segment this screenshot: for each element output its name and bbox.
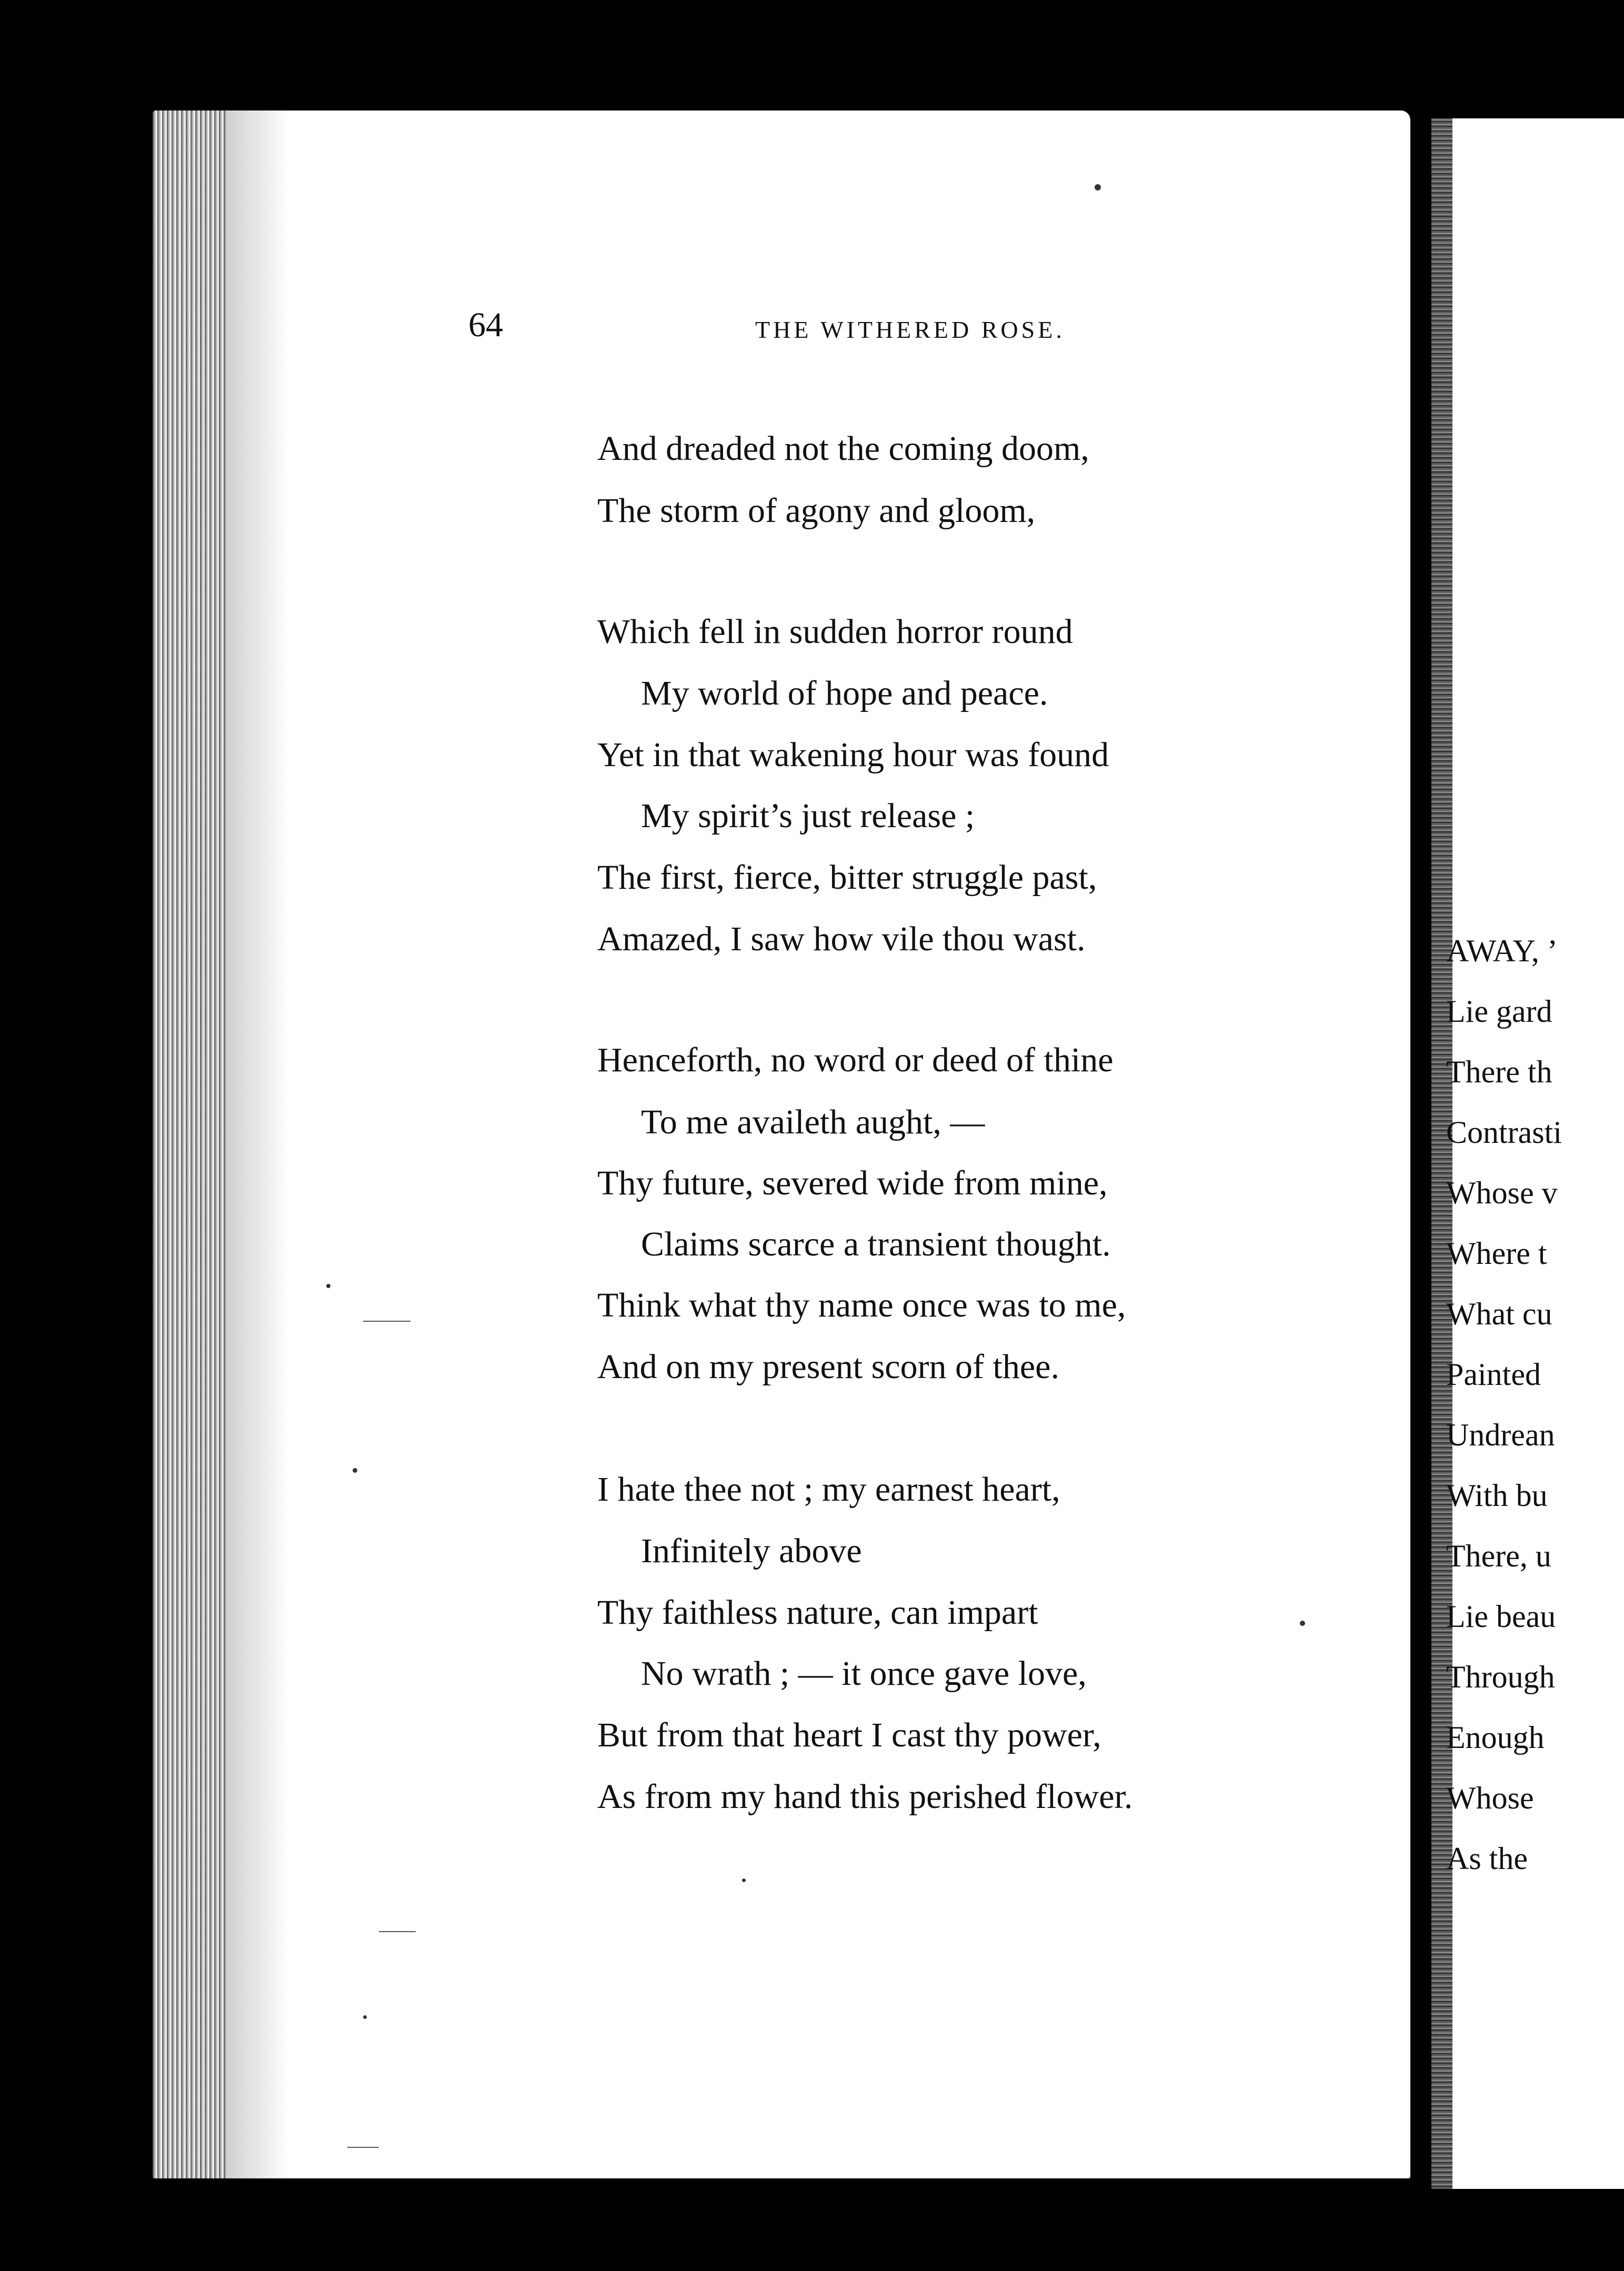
facing-page-line: Undrean	[1446, 1418, 1555, 1452]
poem-line: My spirit’s just release ;	[641, 797, 975, 835]
poem-line: To me availeth aught, —	[641, 1103, 985, 1141]
facing-page-line: AWAY, ’	[1446, 933, 1558, 968]
poem-line: Thy faithless nature, can impart	[597, 1593, 1038, 1632]
facing-page-line: There th	[1446, 1054, 1552, 1089]
facing-page-line: What cu	[1446, 1297, 1552, 1331]
left-page	[153, 110, 1410, 2178]
facing-page-line: Contrasti	[1446, 1115, 1562, 1150]
poem-line: The storm of agony and gloom,	[597, 491, 1036, 530]
facing-page-line: Lie gard	[1446, 994, 1552, 1029]
poem-line: Amazed, I saw how vile thou wast.	[597, 920, 1086, 958]
page-number: 64	[468, 306, 503, 344]
scan-scratch	[379, 1931, 416, 1932]
poem-line: Thy future, severed wide from mine,	[597, 1164, 1108, 1202]
scan-speck	[1300, 1621, 1305, 1626]
facing-page-line: Through	[1446, 1660, 1555, 1694]
facing-page-line: With bu	[1446, 1478, 1548, 1513]
facing-page	[1431, 118, 1624, 2189]
facing-page-line: As the	[1446, 1841, 1528, 1876]
scan-speck	[353, 1468, 357, 1473]
scan-speck	[363, 2015, 367, 2019]
scan-scratch	[347, 2147, 379, 2148]
poem-line: Claims scarce a transient thought.	[641, 1225, 1111, 1263]
scan-speck	[742, 1878, 746, 1882]
facing-page-line: Enough	[1446, 1720, 1545, 1755]
page-gutter-shadow	[153, 110, 226, 2178]
poem-line: As from my hand this perished flower.	[597, 1777, 1133, 1816]
poem-line: My world of hope and peace.	[641, 674, 1048, 712]
poem-line: Which fell in sudden horror round	[597, 612, 1073, 651]
poem-line: And on my present scorn of thee.	[597, 1348, 1059, 1386]
facing-page-line: Whose	[1446, 1781, 1534, 1815]
poem-line: Infinitely above	[641, 1532, 862, 1570]
scan-speck	[326, 1284, 330, 1288]
facing-page-line: There, u	[1446, 1539, 1551, 1573]
poem-line: No wrath ; — it once gave love,	[641, 1654, 1087, 1693]
running-head: THE WITHERED ROSE.	[755, 316, 1065, 343]
facing-page-line: Painted	[1446, 1357, 1541, 1392]
poem-line: And dreaded not the coming doom,	[597, 429, 1089, 468]
poem-line: I hate thee not ; my earnest heart,	[597, 1470, 1060, 1509]
facing-page-line: Lie beau	[1446, 1599, 1556, 1634]
poem-line: Henceforth, no word or deed of thine	[597, 1041, 1114, 1079]
scan-scratch	[363, 1321, 410, 1322]
page-gutter-fade	[226, 110, 289, 2178]
facing-page-line: Where t	[1446, 1236, 1547, 1271]
poem-line: The first, fierce, bitter struggle past,	[597, 858, 1097, 897]
facing-page-edge	[1431, 118, 1452, 2189]
scan-speck	[1095, 184, 1101, 190]
poem-line: Yet in that wakening hour was found	[597, 736, 1109, 774]
poem-line: But from that heart I cast thy power,	[597, 1716, 1101, 1754]
book-spine-shadow	[1410, 110, 1431, 2178]
poem-line: Think what thy name once was to me,	[597, 1286, 1126, 1324]
facing-page-line: Whose v	[1446, 1175, 1558, 1210]
